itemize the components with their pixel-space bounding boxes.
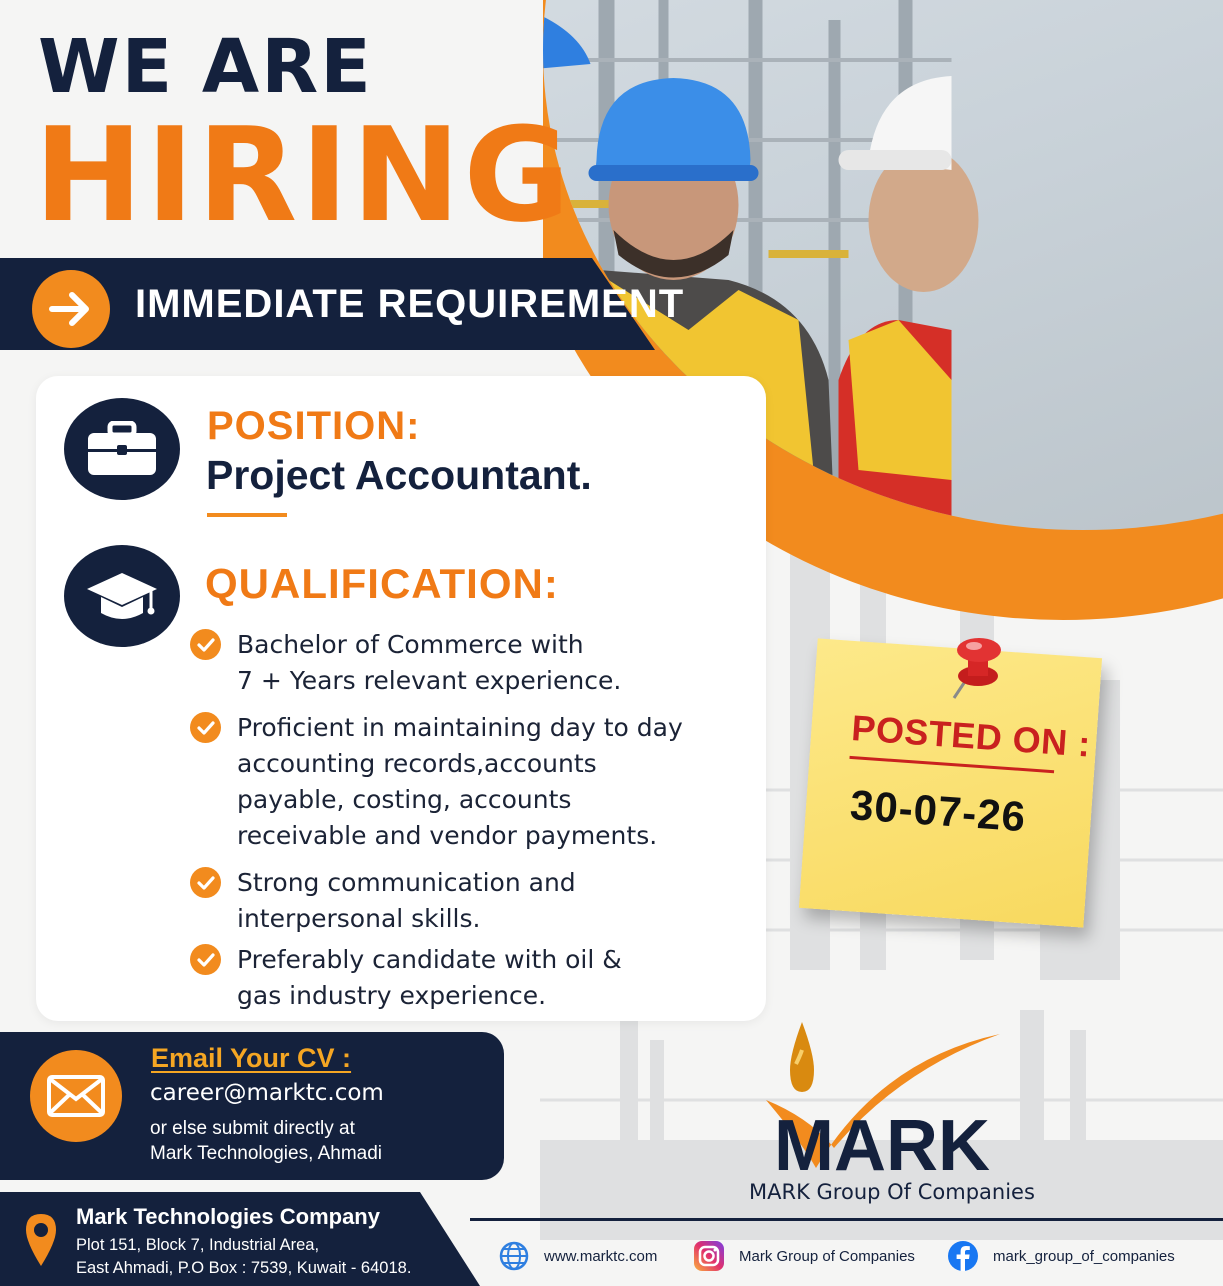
website-link[interactable] xyxy=(498,1240,657,1272)
briefcase-icon xyxy=(64,398,180,500)
email-cv-title: Email Your CV : xyxy=(151,1043,352,1073)
location-pin-icon xyxy=(24,1212,58,1270)
qualification-text: Strong communication and interpersonal skills. xyxy=(237,868,576,933)
company-address: Plot 151, Block 7, Industrial Area, East Ahmadi, P.O Box : 7539, Kuwait - 64018. xyxy=(76,1236,412,1277)
instagram-text: Mark Group of Companies xyxy=(739,1247,915,1265)
check-icon xyxy=(190,629,221,660)
qualification-text: Preferably candidate with oil & gas industry experience. xyxy=(237,945,622,1010)
instagram-link[interactable] xyxy=(693,1240,915,1272)
qualification-text: Bachelor of Commerce with 7 + Years relevant experience. xyxy=(237,630,622,695)
headline-we-are: WE ARE xyxy=(38,24,373,110)
qualification-item xyxy=(190,627,707,699)
check-icon xyxy=(190,712,221,743)
check-icon xyxy=(190,944,221,975)
check-icon xyxy=(190,867,221,898)
qualification-item xyxy=(190,942,707,1014)
email-note: or else submit directly at Mark Technologies, Ahmadi xyxy=(150,1118,382,1164)
footer-divider xyxy=(470,1218,1223,1221)
arrow-right-icon xyxy=(32,270,110,348)
position-label: POSITION: xyxy=(207,404,421,448)
qualification-item xyxy=(190,710,707,854)
logo-wordmark: MARK xyxy=(774,1106,990,1180)
instagram-icon xyxy=(693,1240,725,1272)
globe-icon xyxy=(498,1240,530,1272)
logo-tagline: MARK Group Of Companies xyxy=(749,1180,1035,1204)
position-underline xyxy=(207,513,287,517)
banner-label: IMMEDIATE REQUIREMENT xyxy=(135,282,685,326)
headline-hiring: HIRING xyxy=(34,99,574,251)
qualification-label: QUALIFICATION: xyxy=(205,560,559,607)
facebook-icon xyxy=(947,1240,979,1272)
mark-logo xyxy=(760,1020,1050,1180)
facebook-text: mark_group_of_companies xyxy=(993,1247,1175,1265)
envelope-icon xyxy=(30,1050,122,1142)
email-address-link[interactable]: career@marktc.com xyxy=(150,1080,384,1106)
facebook-link[interactable] xyxy=(947,1240,1175,1272)
qualification-text: Proficient in maintaining day to day accounting records,accounts payable, costing, accounts receivable and vendor payments. xyxy=(237,713,683,850)
qualification-item xyxy=(190,865,707,937)
position-value: Project Accountant. xyxy=(206,452,592,498)
push-pin-icon xyxy=(944,636,1006,702)
posted-on-label: POSTED ON : xyxy=(850,707,1093,765)
website-text: www.marktc.com xyxy=(544,1247,658,1265)
company-name: Mark Technologies Company xyxy=(76,1204,380,1229)
posted-date: 30-07-26 xyxy=(848,781,1028,841)
graduation-cap-icon xyxy=(64,545,180,647)
